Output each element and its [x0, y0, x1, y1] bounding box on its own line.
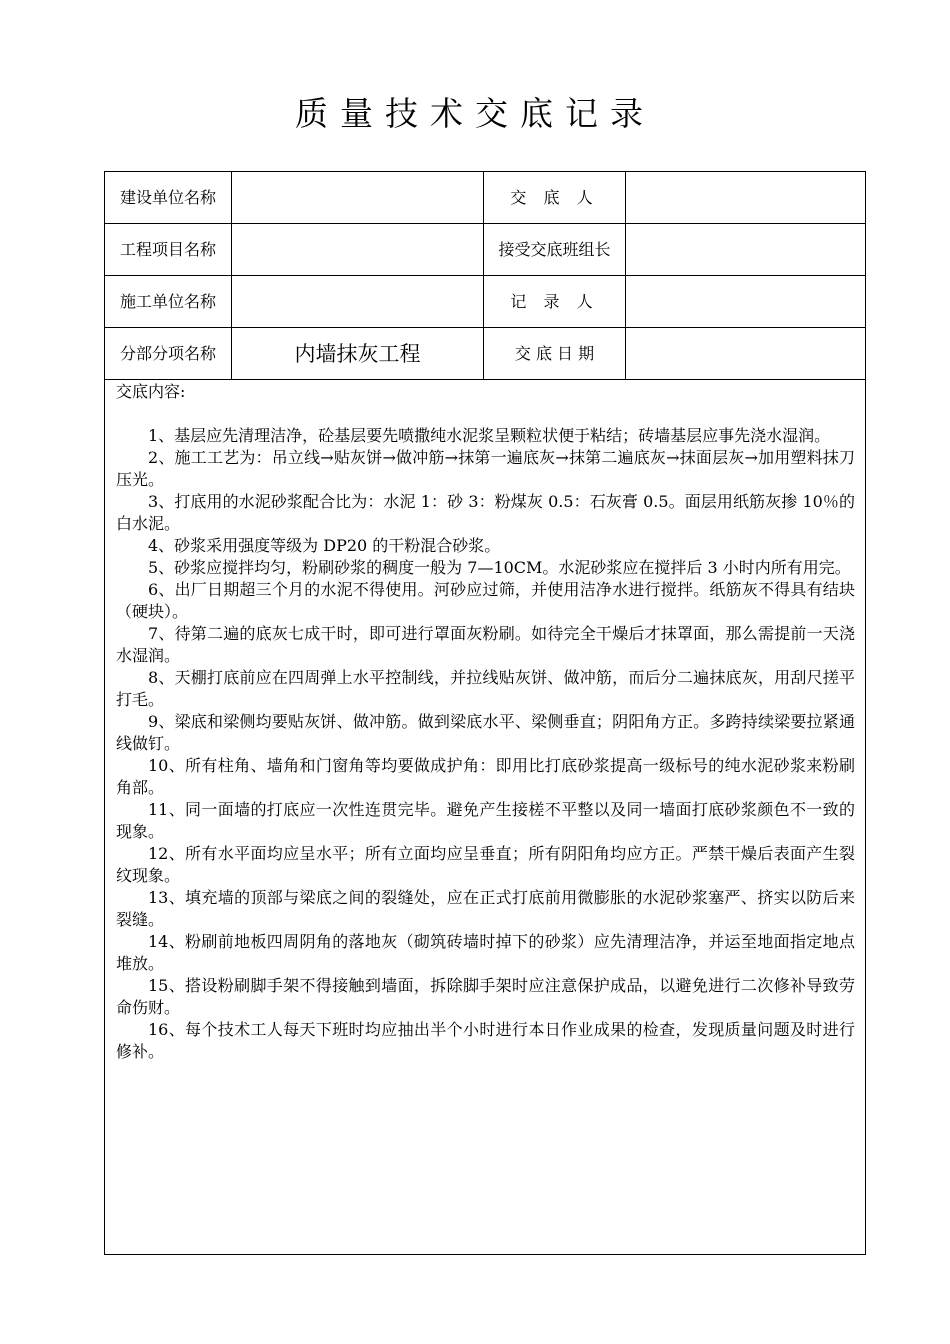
subproject-value: 内墙抹灰工程 — [232, 328, 484, 379]
content-item: 5、砂浆应搅拌均匀，粉刷砂浆的稠度一般为 7—10CM。水泥砂浆应在搅拌后 3 小时内所有用完。 — [148, 558, 851, 577]
team-leader-label: 接受交底班组长 — [484, 224, 626, 275]
content-item: 13、填充墙的顶部与梁底之间的裂缝处，应在正式打底前用微膨胀的水泥砂浆塞严、挤实以防后来裂缝。 — [116, 888, 855, 929]
page-title: 质量技术交底记录 — [295, 94, 655, 133]
recorder-label: 记 录 人 — [484, 276, 626, 327]
content-item: 12、所有水平面均应呈水平；所有立面均应呈垂直；所有阴阳角均应方正。严禁干燥后表面产生裂纹现象。 — [116, 844, 855, 885]
quality-record-form — [104, 171, 866, 1255]
content-item: 1、基层应先清理洁净，砼基层要先喷撒纯水泥浆呈颗粒状便于粘结；砖墙基层应事先浇水湿润。 — [148, 426, 831, 445]
subproject-label: 分部分项名称 — [105, 328, 232, 379]
header-row-3 — [105, 276, 865, 328]
content-item: 11、同一面墙的打底应一次性连贯完毕。避免产生接槎不平整以及同一墙面打底砂浆颜色不一致的现象。 — [116, 800, 855, 841]
team-leader-value — [626, 224, 867, 275]
content-item: 10、所有柱角、墙角和门窗角等均要做成护角：即用比打底砂浆提高一级标号的纯水泥砂浆来粉刷角部。 — [116, 756, 855, 797]
content-items — [116, 425, 855, 1063]
contractor-label: 施工单位名称 — [105, 276, 232, 327]
content-item: 3、打底用的水泥砂浆配合比为：水泥 1：砂 3：粉煤灰 0.5：石灰膏 0.5。面层用纸筋灰掺 10％的白水泥。 — [116, 492, 855, 533]
content-item: 9、梁底和梁侧均要贴灰饼、做冲筋。做到梁底水平、梁侧垂直；阴阳角方正。多跨持续梁要拉紧通线做钉。 — [116, 712, 855, 753]
date-value — [626, 328, 867, 379]
header-row-1 — [105, 172, 865, 224]
disclosure-content — [105, 380, 865, 1063]
content-item: 15、搭设粉刷脚手架不得接触到墙面，拆除脚手架时应注意保护成品，以避免进行二次修补导致劳命伤财。 — [116, 976, 855, 1017]
content-item: 7、待第二遍的底灰七成干时，即可进行罩面灰粉刷。如待完全干燥后才抹罩面，那么需提前一天浇水湿润。 — [116, 624, 855, 665]
construction-unit-value — [232, 172, 484, 223]
content-item: 6、出厂日期超三个月的水泥不得使用。河砂应过筛，并使用洁净水进行搅拌。纸筋灰不得具有结块（硬块）。 — [116, 580, 855, 621]
content-item: 16、每个技术工人每天下班时均应抽出半个小时进行本日作业成果的检查，发现质量问题及时进行修补。 — [116, 1020, 855, 1061]
recorder-value — [626, 276, 867, 327]
presenter-label: 交 底 人 — [484, 172, 626, 223]
content-label: 交底内容: — [116, 382, 186, 401]
content-item: 14、粉刷前地板四周阴角的落地灰（砌筑砖墙时掉下的砂浆）应先清理洁净，并运至地面指定地点堆放。 — [116, 932, 855, 973]
presenter-value — [626, 172, 867, 223]
content-item: 4、砂浆采用强度等级为 DP20 的干粉混合砂浆。 — [148, 536, 501, 555]
project-name-label: 工程项目名称 — [105, 224, 232, 275]
construction-unit-label: 建设单位名称 — [105, 172, 232, 223]
content-item: 2、施工工艺为：吊立线→贴灰饼→做冲筋→抹第一遍底灰→抹第二遍底灰→抹面层灰→加用塑料抹刀压光。 — [116, 448, 855, 489]
date-label: 交 底 日 期 — [484, 328, 626, 379]
project-name-value — [232, 224, 484, 275]
contractor-value — [232, 276, 484, 327]
content-item: 8、天棚打底前应在四周弹上水平控制线，并拉线贴灰饼、做冲筋，而后分二遍抹底灰，用刮尺搓平打毛。 — [116, 668, 855, 709]
header-row-2 — [105, 224, 865, 276]
header-row-4 — [105, 328, 865, 380]
